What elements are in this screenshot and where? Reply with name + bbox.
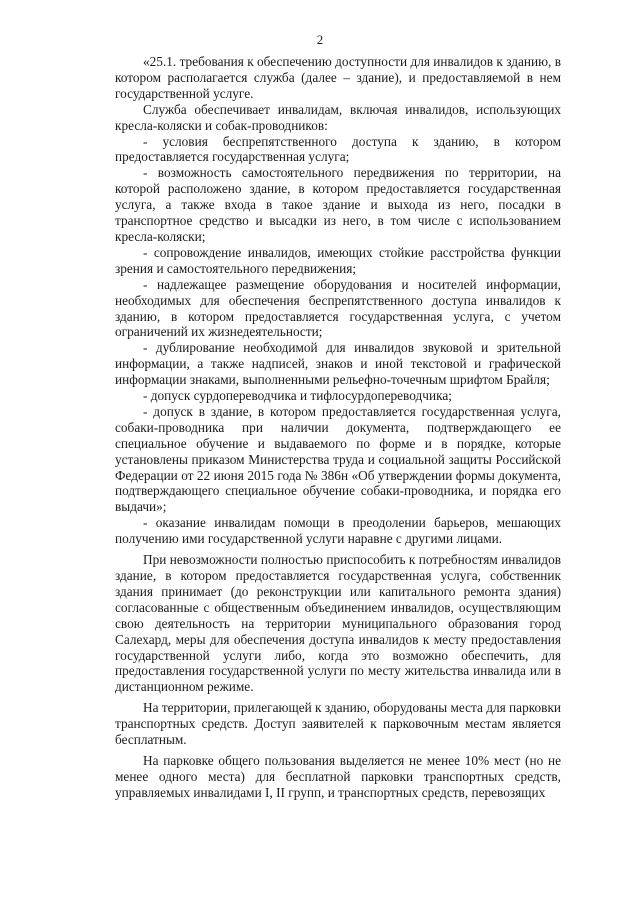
list-item-guide-dog: - допуск в здание, в котором предоставляется государственная услуга, собаки-проводника при наличии документа, подтверждающего ее специальное обучение и выдаваемого по форме и в порядке, которые установлены приказом Министерства труда и социальной защиты Российской Федерации от 22 июня 2015 года № 386н «Об утверждении формы документа, подтверждающего специальное обучение собаки-проводника, и порядка его выдачи»; [115, 403, 561, 515]
list-item-equipment-placement: - надлежащее размещение оборудования и носителей информации, необходимых для обеспечения беспрепятственного доступа инвалидов к зданию, в котором предоставляется государственная услуга, с учетом ограничений их жизнедеятельности; [115, 276, 561, 340]
page-number: 2 [316, 32, 324, 47]
list-item-escort: - сопровождение инвалидов, имеющих стойкие расстройства функции зрения и самостоятельного передвижения; [115, 244, 561, 276]
document-body [115, 54, 561, 801]
paragraph-service-provides: Служба обеспечивает инвалидам, включая инвалидов, использующих кресла-коляски и собак-проводников: [115, 101, 561, 133]
list-item-independent-movement: - возможность самостоятельного передвижения по территории, на которой расположено здание, в котором предоставляется государственная услуга, а также входа в такое здание и выхода из него, посадки в транспортное средство и высадки из него, в том числе с использованием кресла-коляски; [115, 165, 561, 244]
list-item-access-conditions: - условия беспрепятственного доступа к зданию, в котором предоставляется государственная услуга; [115, 133, 561, 165]
list-item-information-duplication: - дублирование необходимой для инвалидов звуковой и зрительной информации, а также надписей, знаков и иной текстовой и графической информации знаками, выполненными рельефно-точечным шрифтом Брайля; [115, 340, 561, 388]
paragraph-requirements: «25.1. требования к обеспечению доступности для инвалидов к зданию, в котором располагается служба (далее – здание), и предоставляемой в нем государственной услуге. [115, 54, 561, 101]
paragraph-parking: На территории, прилегающей к зданию, оборудованы места для парковки транспортных средств. Доступ заявителей к парковочным местам является бесплатным. [115, 700, 562, 748]
list-item-assistance: - оказание инвалидам помощи в преодолении барьеров, мешающих получению ими государственной услуги наравне с другими лицами. [115, 515, 561, 547]
paragraph-parking-quota: На парковке общего пользования выделяется не менее 10% мест (но не менее одного места) для бесплатной парковки транспортных средств, управляемых инвалидами I, II групп, и транспортных средств, перевозящих [115, 752, 561, 800]
paragraph-building-adaptation: При невозможности полностью приспособить к потребностям инвалидов здание, в котором предоставляется государственная услуга, собственник здания принимает (до реконструкции или капитального ремонта здания) согласованные с общественным объединением инвалидов, осуществляющим свою деятельность на территории муниципального образования город Салехард, меры для обеспечения доступа инвалидов к месту предоставления государственной услуги либо, когда это возможно обеспечить, для предоставления государственной услуги по месту жительства инвалида или в дистанционном режиме. [115, 552, 561, 695]
list-item-sign-interpreter: - допуск сурдопереводчика и тифлосурдопереводчика; [143, 388, 452, 404]
